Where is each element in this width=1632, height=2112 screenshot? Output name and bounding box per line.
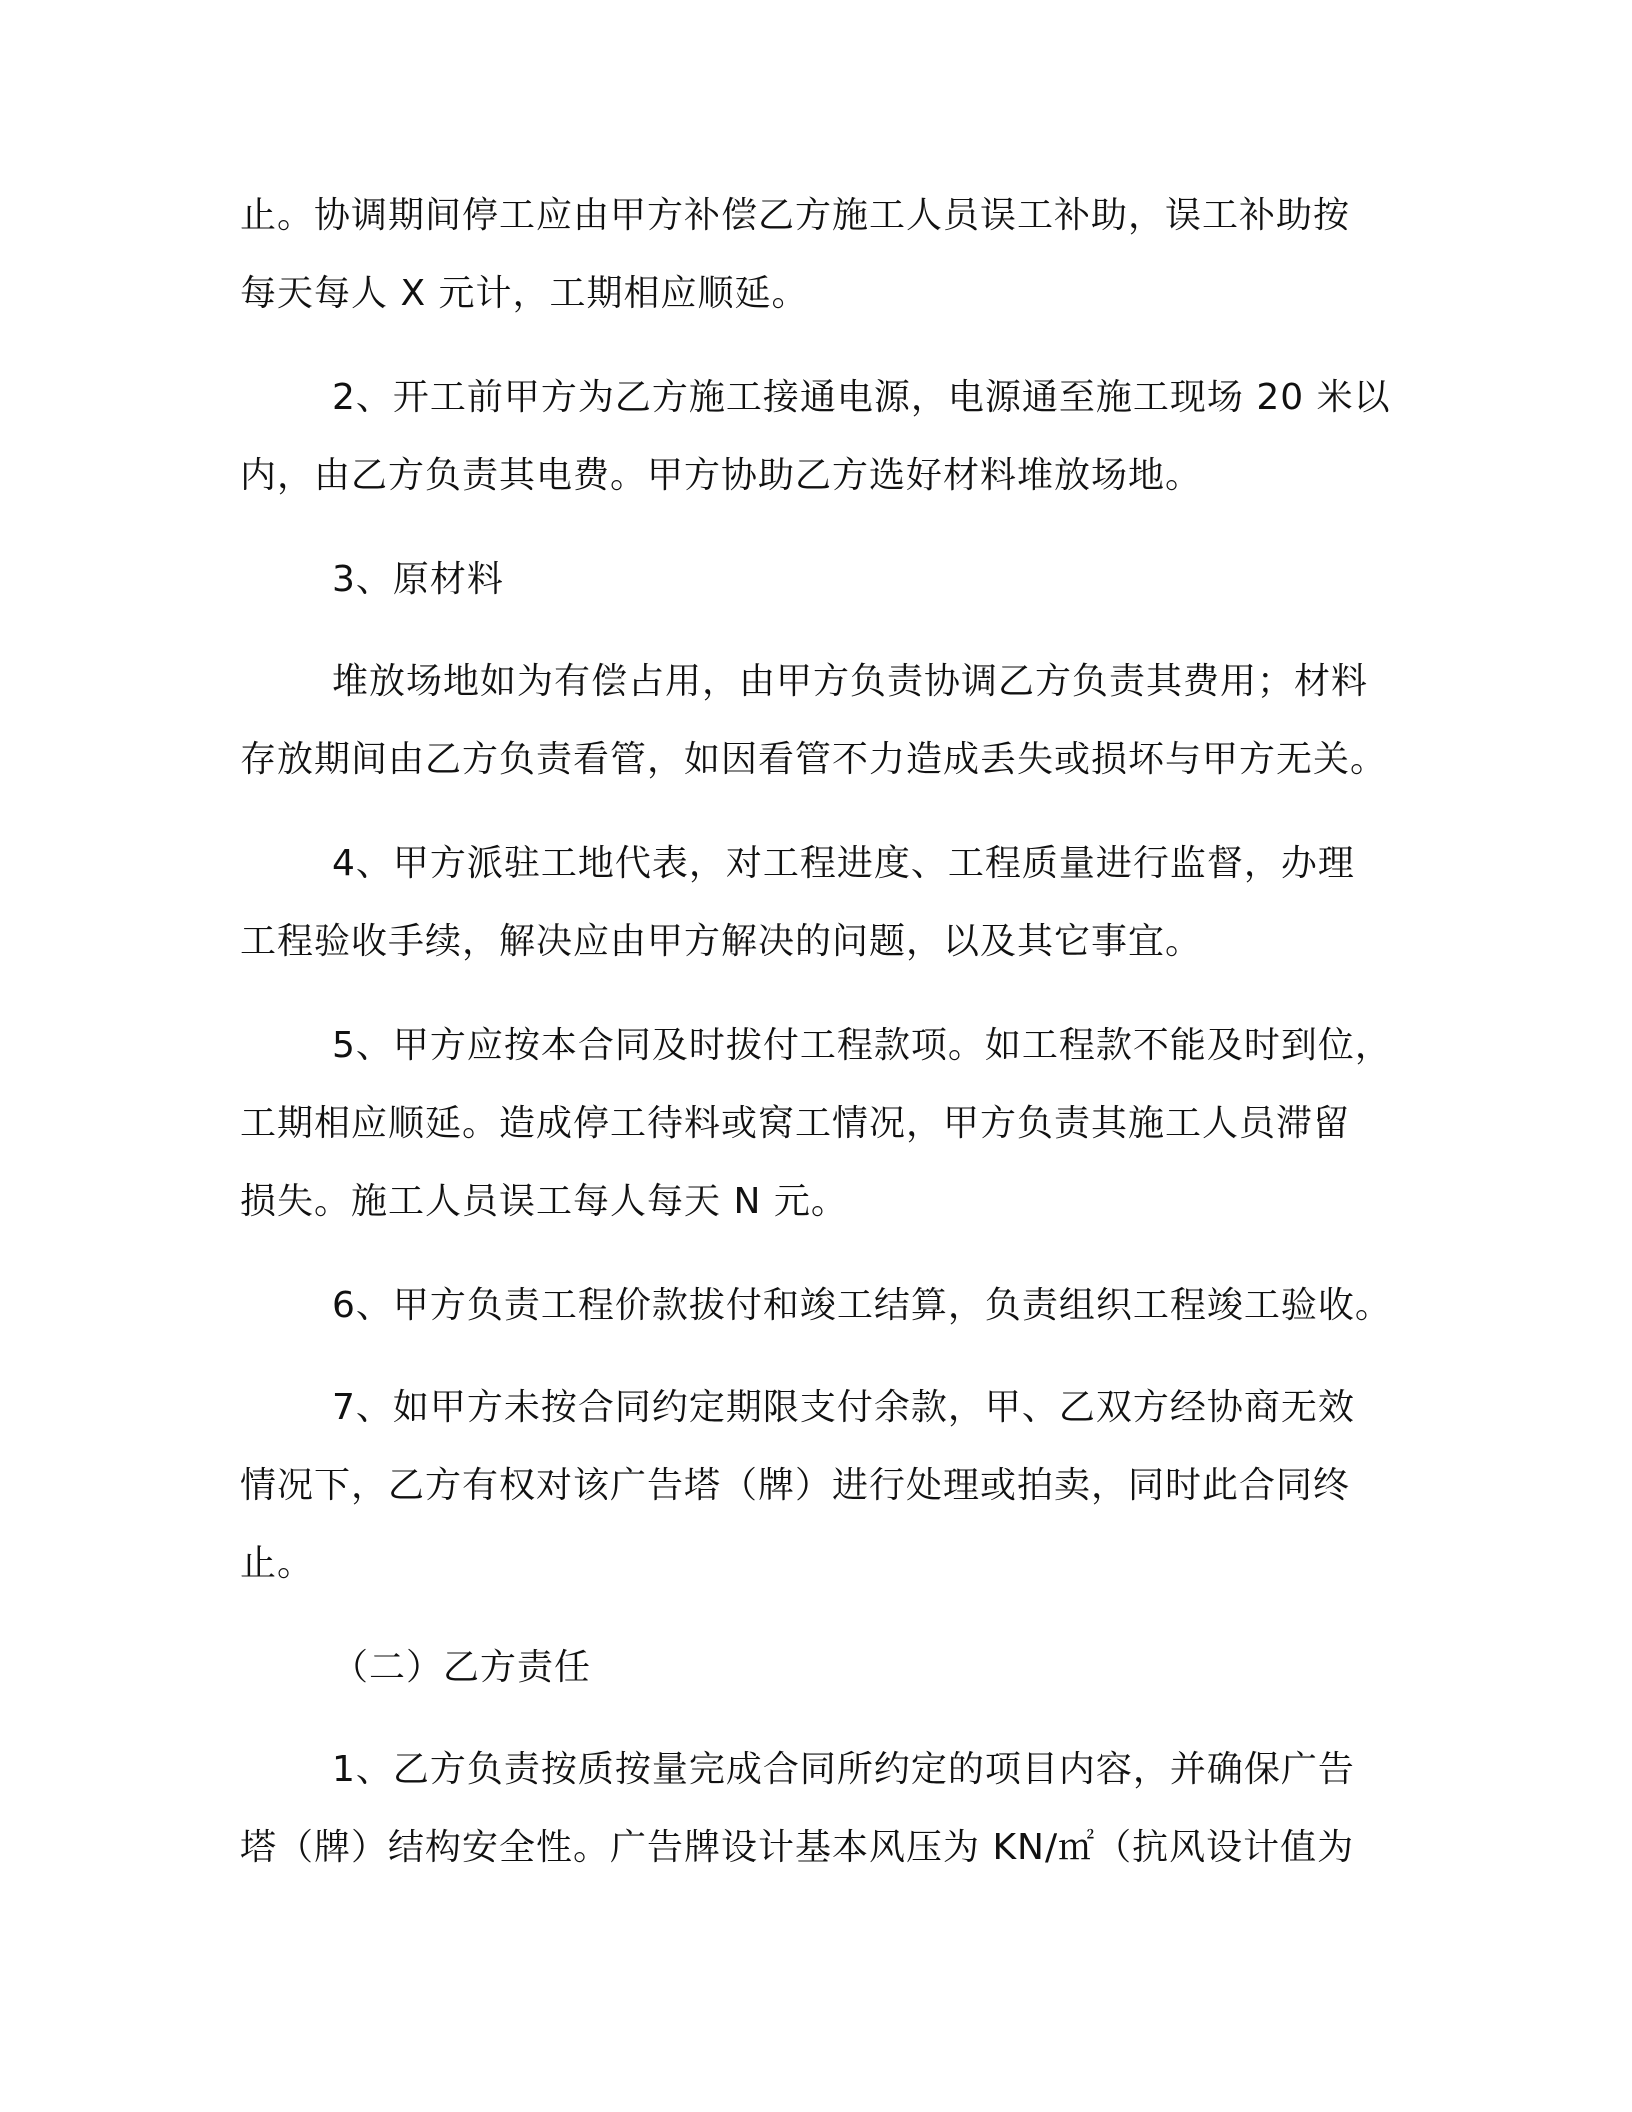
- text-line-4: 内，由乙方负责其电费。甲方协助乙方选好材料堆放场地。: [240, 455, 1203, 496]
- text-line-1: 止。协调期间停工应由甲方补偿乙方施工人员误工补助，误工补助按: [240, 195, 1351, 236]
- text-line-3: 2、开工前甲方为乙方施工接通电源，电源通至施工现场 20 米以: [332, 377, 1391, 418]
- text-line-7: 存放期间由乙方负责看管，如因看管不力造成丢失或损坏与甲方无关。: [240, 739, 1388, 780]
- text-line-16: 止。: [240, 1543, 315, 1584]
- text-line-2: 每天每人 X 元计，工期相应顺延。: [240, 273, 809, 314]
- text-line-15: 情况下，乙方有权对该广告塔（牌）进行处理或拍卖，同时此合同终: [240, 1465, 1351, 1506]
- text-line-19: 塔（牌）结构安全性。广告牌设计基本风压为 KN/㎡（抗风设计值为: [240, 1827, 1355, 1868]
- text-line-18: 1、乙方负责按质按量完成合同所约定的项目内容，并确保广告: [332, 1749, 1355, 1790]
- text-line-11: 工期相应顺延。造成停工待料或窝工情况，甲方负责其施工人员滞留: [240, 1103, 1351, 1144]
- text-line-13: 6、甲方负责工程价款拔付和竣工结算，负责组织工程竣工验收。: [332, 1285, 1392, 1326]
- text-line-10: 5、甲方应按本合同及时拔付工程款项。如工程款不能及时到位，: [332, 1025, 1392, 1066]
- text-line-5: 3、原材料: [332, 559, 504, 600]
- text-line-9: 工程验收手续，解决应由甲方解决的问题，以及其它事宜。: [240, 921, 1203, 962]
- text-line-17: （二）乙方责任: [332, 1647, 592, 1688]
- text-line-14: 7、如甲方未按合同约定期限支付余款，甲、乙双方经协商无效: [332, 1387, 1355, 1428]
- text-line-12: 损失。施工人员误工每人每天 N 元。: [240, 1181, 848, 1222]
- text-line-8: 4、甲方派驻工地代表，对工程进度、工程质量进行监督，办理: [332, 843, 1355, 884]
- text-line-6: 堆放场地如为有偿占用，由甲方负责协调乙方负责其费用；材料: [332, 661, 1369, 702]
